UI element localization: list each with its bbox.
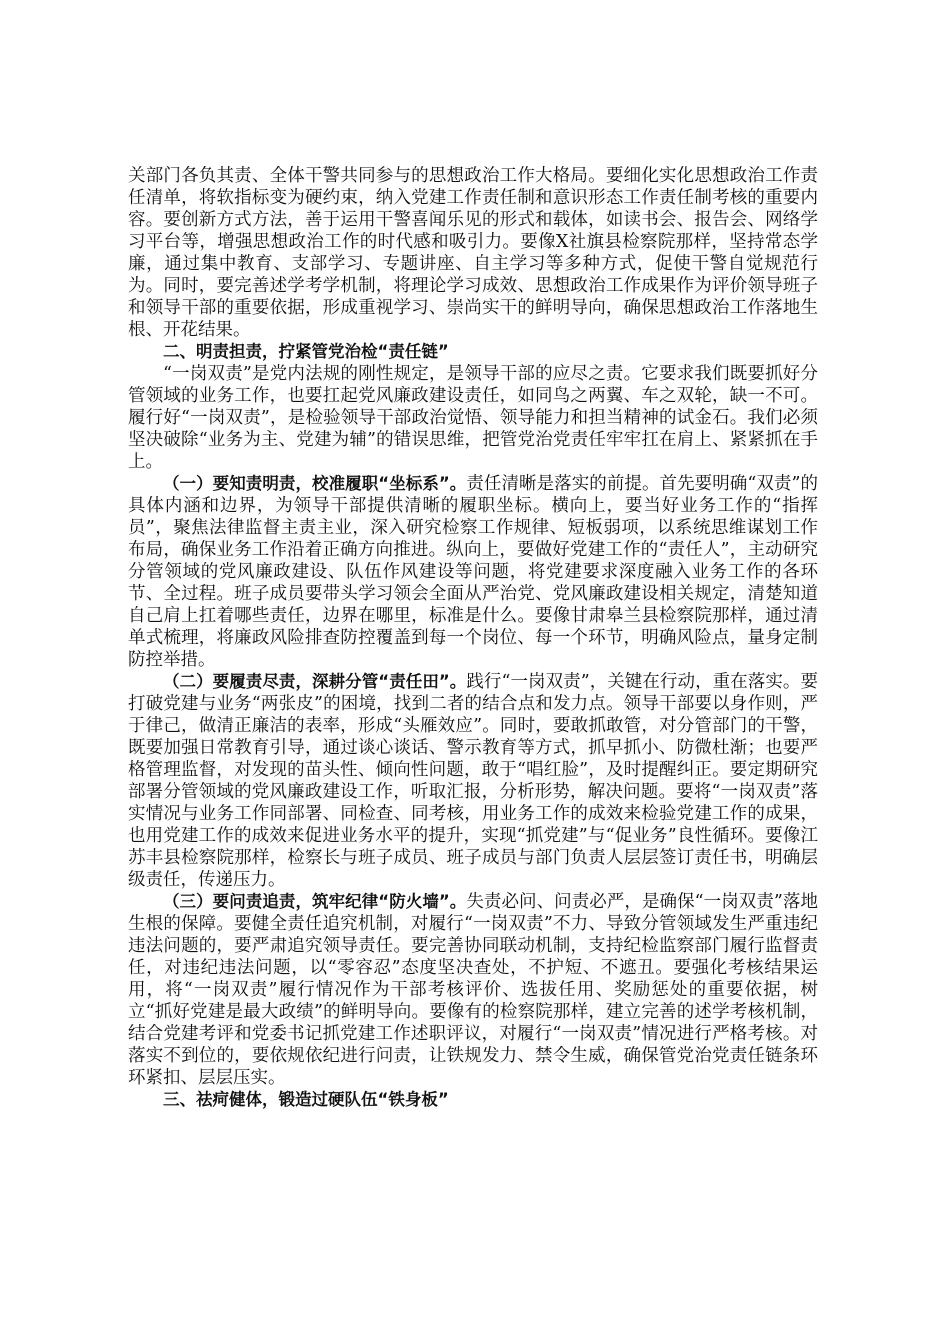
paragraph-section-2: “一岗双责”是党内法规的刚性规定，是领导干部的应尽之责。它要求我们既要抓好分管领域的业务工作，也要扛起党风廉政建设责任，如同鸟之两翼、车之双轮，缺一不可。履行好“一岗双责”，是检验领导干部政治觉悟、领导能力和担当精神的试金石。我们必须坚决破除“业务为主、党建为辅”的错误思维，把管党治党责任牢牢扛在肩上、紧紧抓在手上。 <box>128 364 818 472</box>
document-body <box>128 165 818 1111</box>
section-heading-2: 二、明责担责，拧紧管党治检“责任链” <box>163 342 449 361</box>
subsection-3-text: 失责必问、问责必严，是确保“一岗双责”落地生根的保障。要健全责任追究机制，对履行“一岗双责”不力、导致分管领域发生严重违纪违法问题的，要严肃追究领导责任。要完善协同联动机制，支持纪检监察部门履行监督责任，对违纪违法问题，以“零容忍”态度坚决查处，不护短、不遮丑。要强化考核结果运用，将“一岗双责”履行情况作为干部考核评价、选拔任用、奖励惩处的重要依据，树立“抓好党建是最大政绩”的鲜明导向。要像有的检察院那样，建立完善的述学考核机制，结合党建考评和党委书记抓党建工作述职评议，对履行“一岗双责”情况进行严格考核。对落实不到位的，要依规依纪进行问责，让铁规发力、禁令生威，确保管党治党责任链条环环紧扣、层层压实。 <box>128 892 818 1088</box>
subsection-1-text: 责任清晰是落实的前提。首先要明确“双责”的具体内涵和边界，为领导干部提供清晰的履职坐标。横向上，要当好业务工作的“指挥员”，聚焦法律监督主责主业，深入研究检察工作规律、短板弱项，以系统思维谋划工作布局，确保业务工作沿着正确方向推进。纵向上，要做好党建工作的“责任人”，主动研究分管领域的党风廉政建设、队伍作风建设等问题，将党建要求深度融入业务工作的各环节、全过程。班子成员要带头学习领会全面从严治党、党风廉政建设相关规定，清楚知道自己肩上扛着哪些责任，边界在哪里，标准是什么。要像甘肃皋兰县检察院那样，通过清单式梳理，将廉政风险排查防控覆盖到每一个岗位、每一个环节，明确风险点，量身定制防控举措。 <box>128 474 818 670</box>
paragraph-intro: 关部门各负其责、全体干警共同参与的思想政治工作大格局。要细化实化思想政治工作责任清单，将软指标变为硬约束，纳入党建工作责任制和意识形态工作责任制考核的重要内容。要创新方式方法，善于运用干警喜闻乐见的形式和载体，如读书会、报告会、网络学习平台等，增强思想政治工作的时代感和吸引力。要像X社旗县检察院那样，坚持常态学廉，通过集中教育、支部学习、专题讲座、自主学习等多种方式，促使干警自觉规范行为。同时，要完善述学考学机制，将理论学习成效、思想政治工作成果作为评价领导班子和领导干部的重要依据，形成重视学习、崇尚实干的鲜明导向，确保思想政治工作落地生根、开花结果。 <box>128 166 818 340</box>
section-heading-3: 三、祛疴健体，锻造过硬队伍“铁身板” <box>163 1090 449 1109</box>
paragraph-subsection-3 <box>128 891 818 1089</box>
subsection-1-title: （一）要知责明责，校准履职“坐标系”。 <box>163 474 467 493</box>
subsection-2-title: （二）要履责尽责，深耕分管“责任田”。 <box>163 672 467 691</box>
paragraph-subsection-2 <box>128 671 818 891</box>
subsection-2-text: 践行“一岗双责”，关键在行动，重在落实。要打破党建与业务“两张皮”的困境，找到二者的结合点和发力点。领导干部要以身作则，严于律己，做清正廉洁的表率，形成“头雁效应”。同时，要敢抓敢管，对分管部门的干警，既要加强日常教育引导，通过谈心谈话、警示教育等方式，抓早抓小、防微杜渐；也要严格管理监督，对发现的苗头性、倾向性问题，敢于“唱红脸”，及时提醒纠正。要定期研究部署分管领域的党风廉政建设工作，听取汇报，分析形势，解决问题。要将“一岗双责”落实情况与业务工作同部署、同检查、同考核，用业务工作的成效来检验党建工作的成果，也用党建工作的成效来促进业务水平的提升，实现“抓党建”与“促业务”良性循环。要像江苏丰县检察院那样，检察长与班子成员、班子成员与部门负责人层层签订责任书，明确层级责任，传递压力。 <box>128 672 818 890</box>
paragraph-subsection-1 <box>128 473 818 671</box>
subsection-3-title: （三）要问责追责，筑牢纪律“防火墙”。 <box>163 892 467 911</box>
